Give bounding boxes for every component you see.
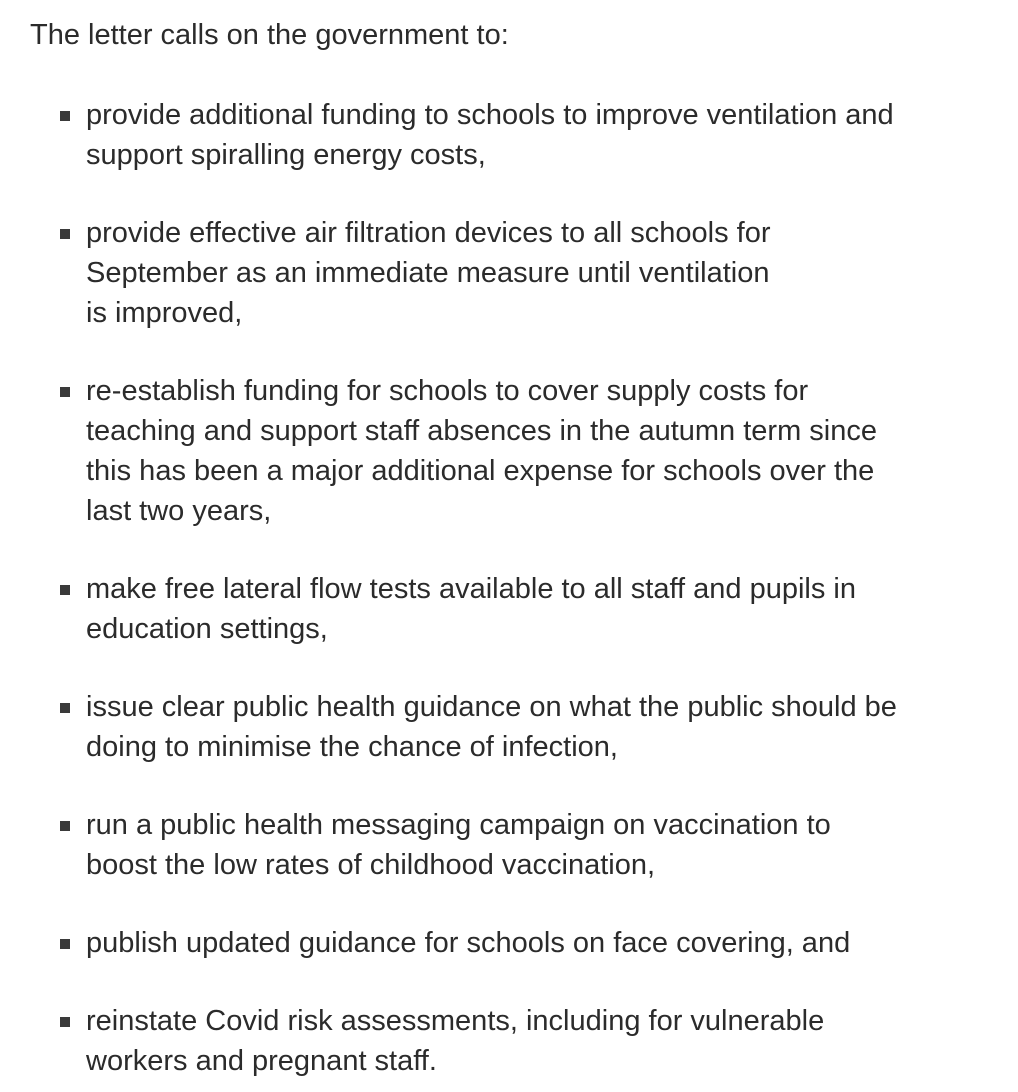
list-item-text: re-establish funding for schools to cover supply costs for teaching and support staff absences in the autumn term since this has been a major additional expense for schools over the last two years, <box>86 375 878 527</box>
list-item-text: make free lateral flow tests available to all staff and pupils in education settings, <box>86 573 856 645</box>
square-bullet-icon <box>60 939 70 949</box>
list-item-text: provide additional funding to schools to improve ventilation and support spiralling energy costs, <box>86 99 894 171</box>
list-item-text: issue clear public health guidance on what the public should be doing to minimise the chance of infection, <box>86 691 897 763</box>
square-bullet-icon <box>60 229 70 239</box>
square-bullet-icon <box>60 821 70 831</box>
intro-text: The letter calls on the government to: <box>30 19 509 51</box>
list-item-text: run a public health messaging campaign on vaccination to boost the low rates of childhood vaccination, <box>86 809 831 881</box>
square-bullet-icon <box>60 703 70 713</box>
square-bullet-icon <box>60 1017 70 1027</box>
list-item-text: provide effective air filtration devices to all schools for September as an immediate measure until ventilation is improved, <box>86 217 771 329</box>
list-item-text: reinstate Covid risk assessments, including for vulnerable workers and pregnant staff. <box>86 1005 825 1077</box>
square-bullet-icon <box>60 111 70 121</box>
square-bullet-icon <box>60 387 70 397</box>
list-item-text: publish updated guidance for schools on face covering, and <box>86 927 851 959</box>
square-bullet-icon <box>60 585 70 595</box>
